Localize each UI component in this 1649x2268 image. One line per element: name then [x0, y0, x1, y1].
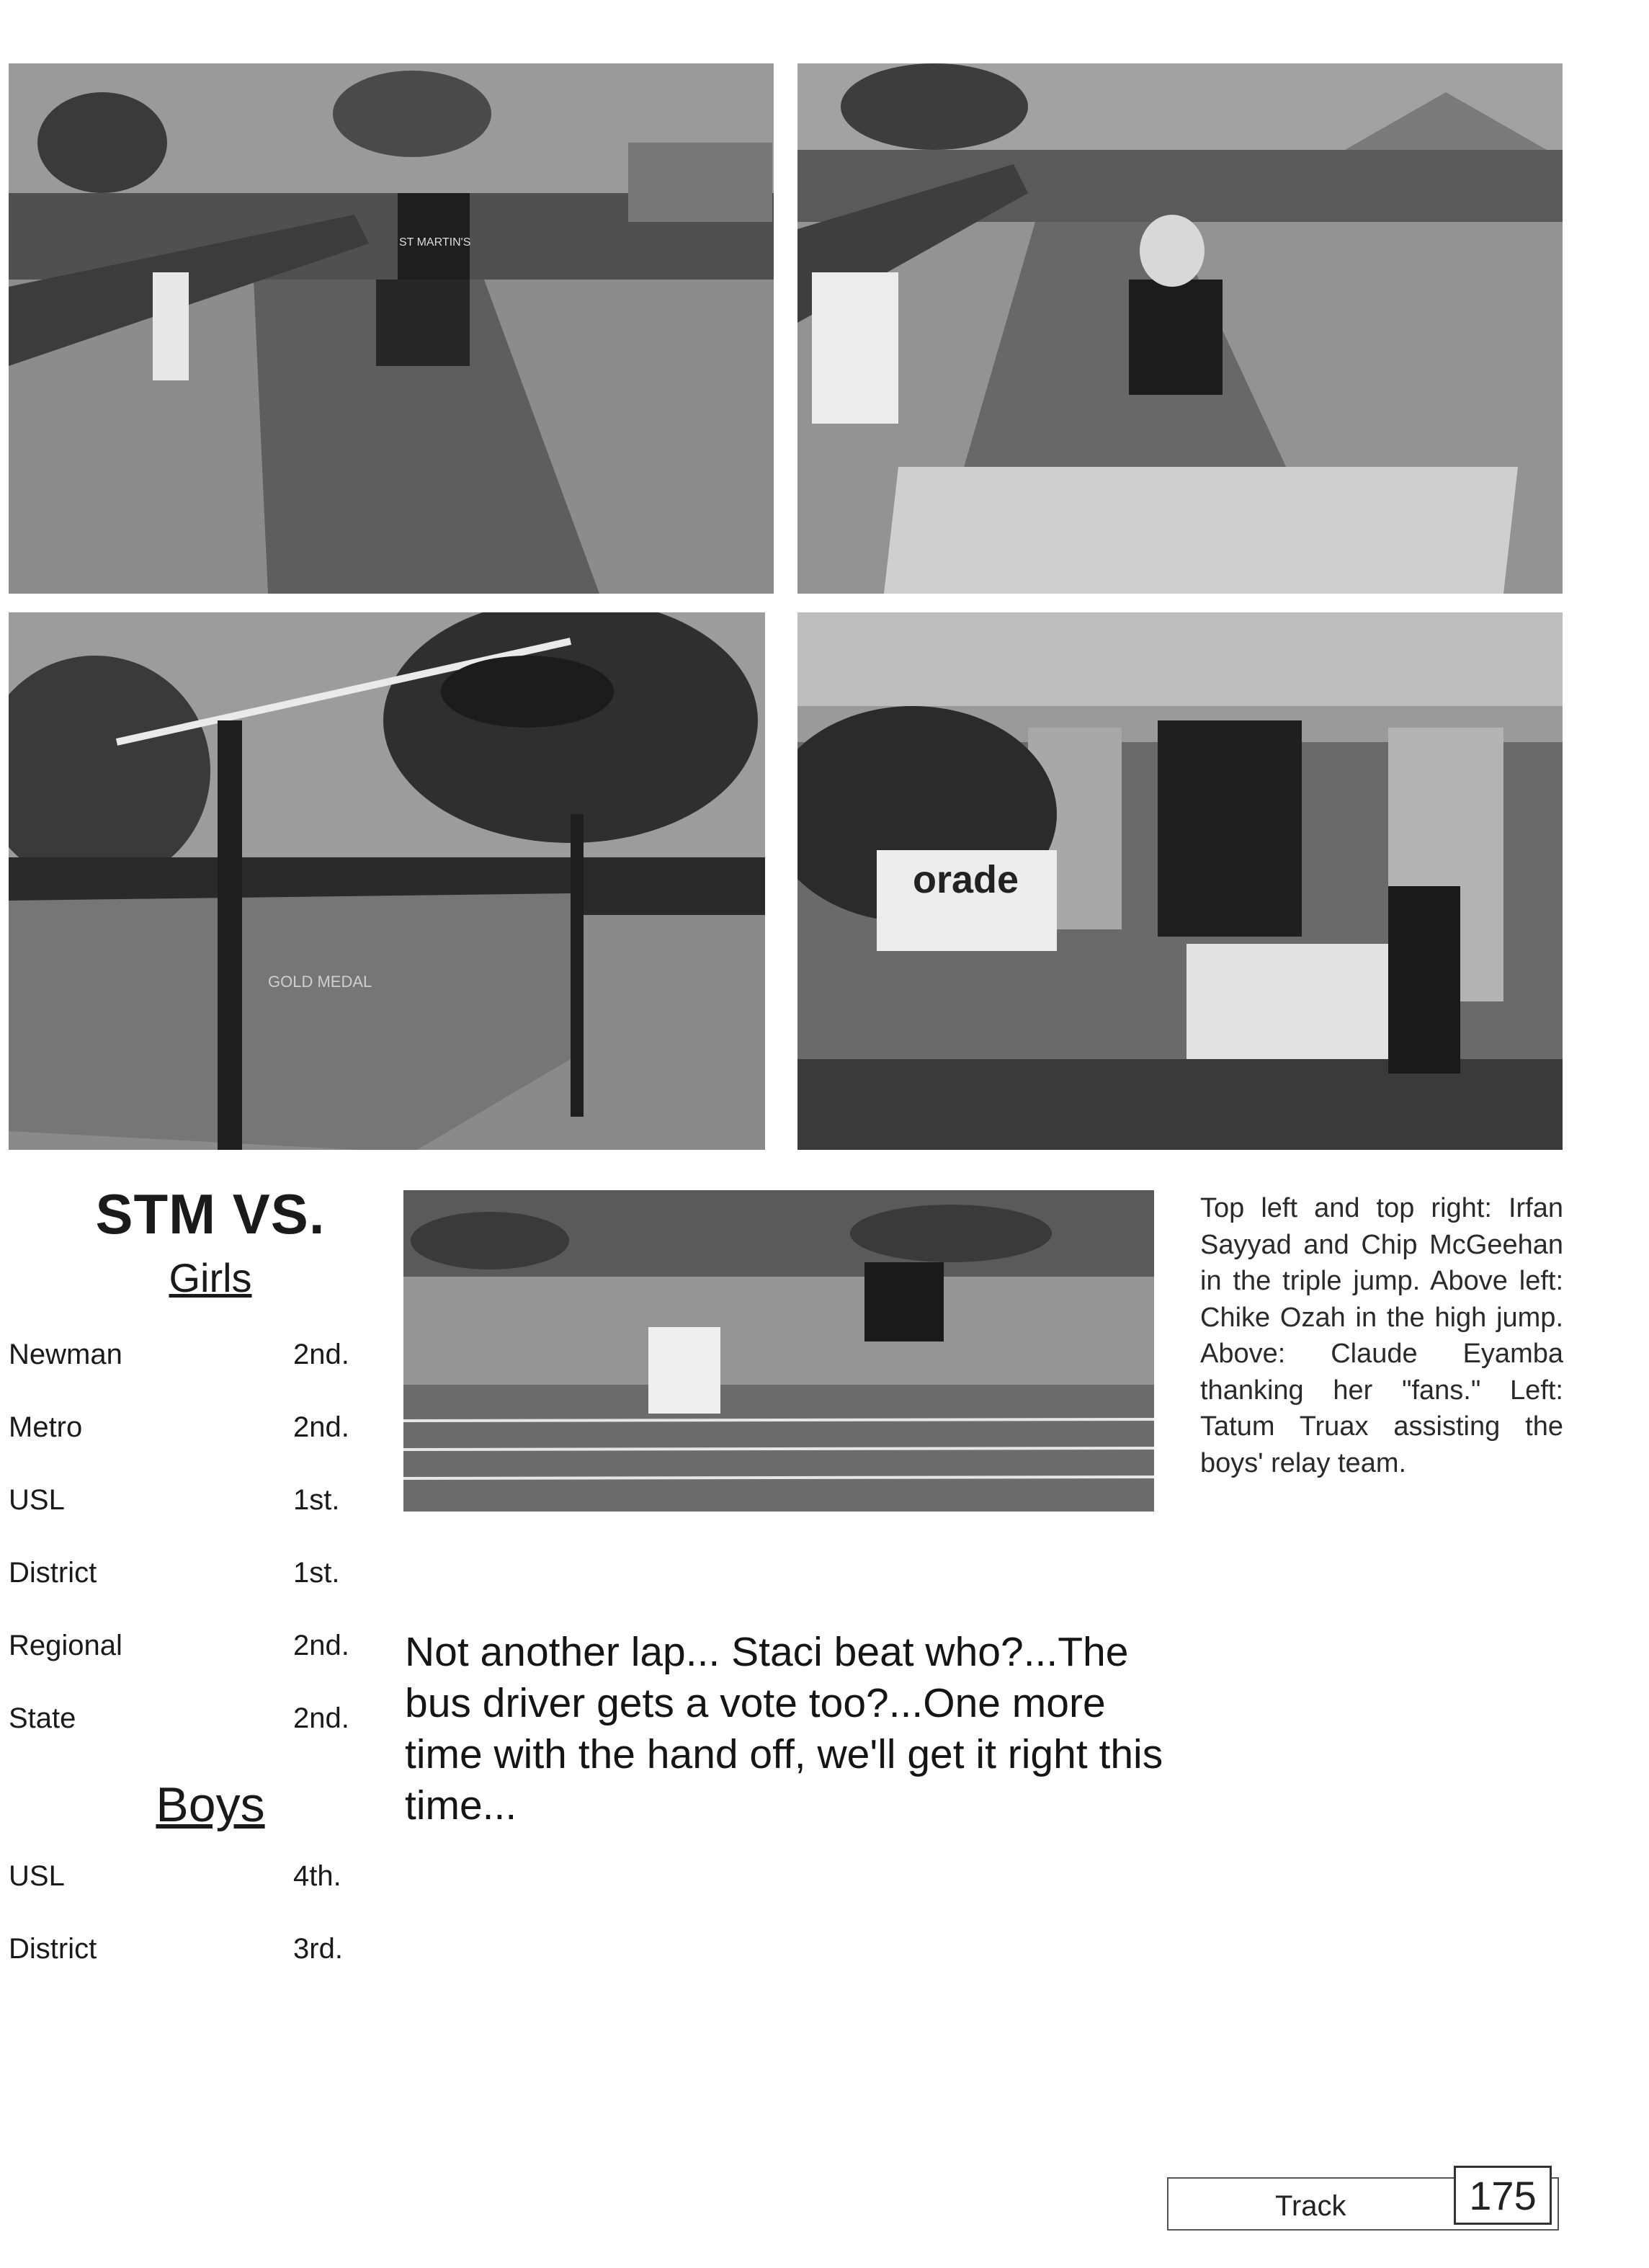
team-place: 2nd. — [293, 1339, 349, 1370]
photo-caption: Top left and top right: Irfan Sayyad and Chip McGeehan in the triple jump. Above left: Chike Ozah in the high jump. Above: Claude Eyamba thanking her "fans." Left: Tatum Truax assisting the boys' relay team. — [1200, 1193, 1563, 1478]
page-quote: Not another lap... Staci beat who?...The bus driver gets a vote too?...One more time with the hand off, we'll get it right this time... — [405, 1629, 1163, 1829]
photo-top-right — [797, 63, 1563, 594]
team-name: Regional — [9, 1630, 122, 1661]
team-place: 2nd. — [293, 1630, 349, 1661]
girls-results-list — [9, 1318, 383, 1755]
team-place: 3rd. — [293, 1933, 343, 1965]
photo-relay — [403, 1190, 1154, 1512]
result-row — [9, 1913, 383, 1986]
mat-text: GOLD MEDAL — [268, 973, 372, 991]
girls-heading: Girls — [169, 1255, 252, 1300]
results-title: STM VS. — [95, 1182, 326, 1246]
photo-middle-left — [9, 612, 765, 1150]
team-place: 2nd. — [293, 1411, 349, 1443]
section-label: Track — [1275, 2190, 1346, 2222]
team-place: 4th. — [293, 1860, 341, 1892]
team-place: 1st. — [293, 1557, 340, 1589]
page-number: 175 — [1454, 2166, 1552, 2225]
result-row — [9, 1840, 383, 1913]
jersey-text: ST MARTIN'S — [399, 236, 471, 249]
result-row — [9, 1610, 383, 1682]
results-section — [9, 1182, 383, 1986]
team-name: USL — [9, 1484, 65, 1516]
team-name: Newman — [9, 1339, 122, 1370]
sign-text: orade — [913, 858, 1019, 901]
boys-heading: Boys — [156, 1777, 265, 1832]
team-name: USL — [9, 1860, 65, 1892]
boys-results-list — [9, 1840, 383, 1986]
result-row — [9, 1682, 383, 1755]
photo-top-left — [9, 63, 774, 594]
result-row — [9, 1318, 383, 1391]
result-row — [9, 1464, 383, 1537]
team-name: District — [9, 1557, 97, 1589]
team-place: 2nd. — [293, 1702, 349, 1734]
result-row — [9, 1537, 383, 1610]
team-place: 1st. — [293, 1484, 340, 1516]
team-name: Metro — [9, 1411, 83, 1443]
team-name: District — [9, 1933, 97, 1965]
photo-middle-right — [797, 612, 1563, 1150]
result-row — [9, 1391, 383, 1464]
team-name: State — [9, 1702, 76, 1734]
